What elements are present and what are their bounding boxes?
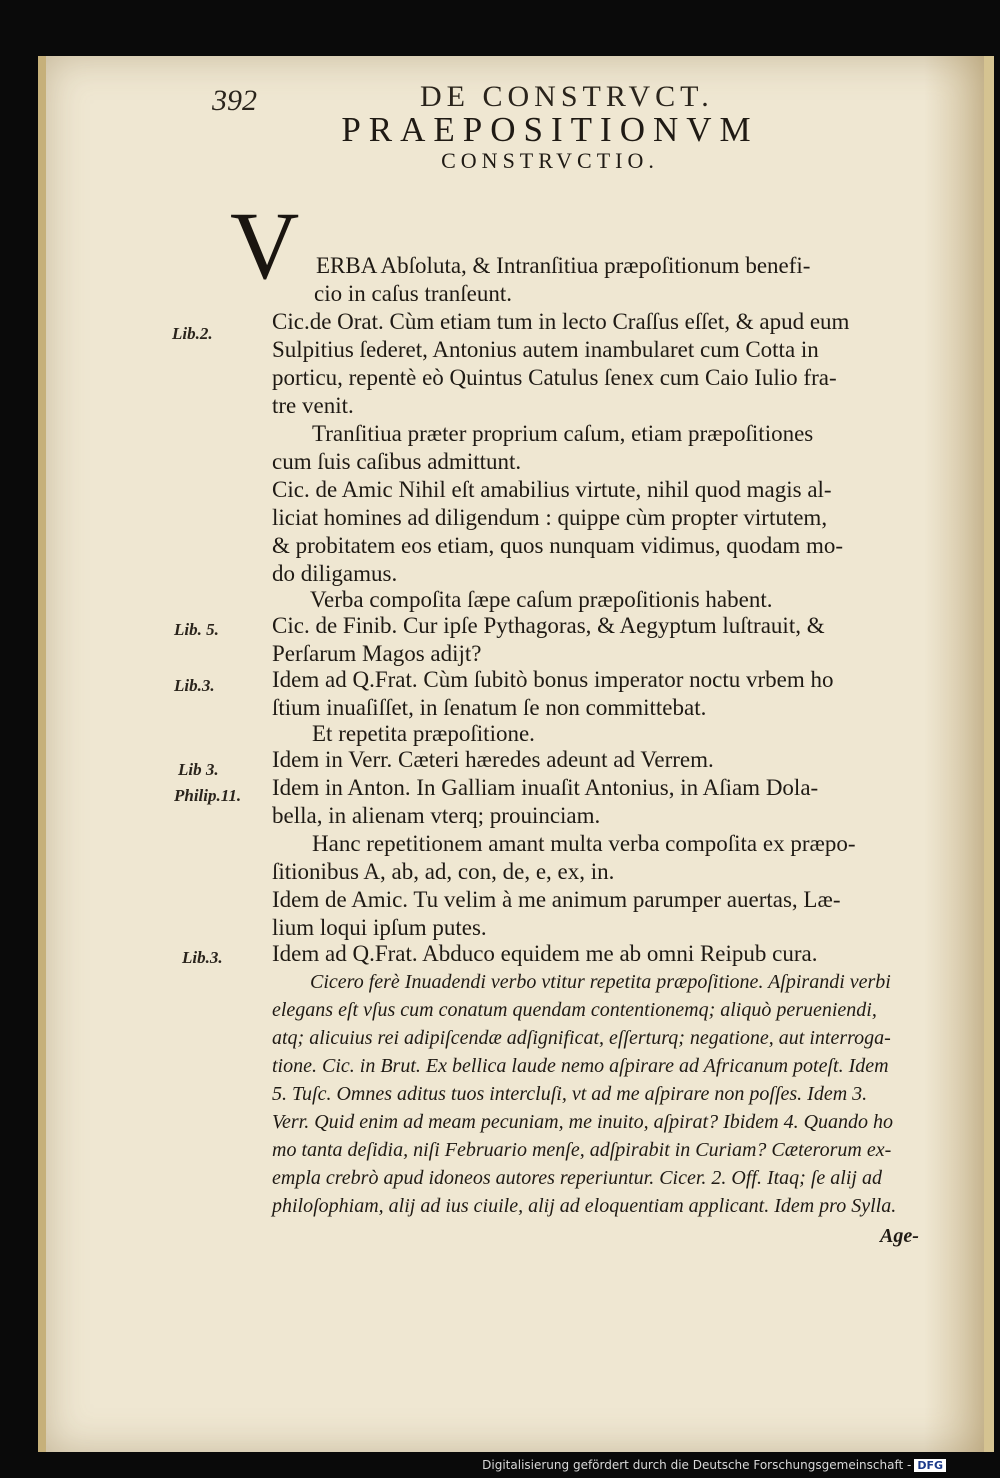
text-line: Tranſitiua præter proprium caſum, etiam præpoſitiones [312, 421, 814, 446]
text-line: porticu, repentè eò Quintus Catulus ſenex cum Caio Iulio fra- [272, 365, 837, 390]
text-line: & probitatem eos etiam, quos nunquam vidimus, quodam mo- [272, 533, 844, 558]
text-line: Idem in Anton. In Galliam inuaſit Antonius, in Aſiam Dola- [272, 775, 819, 800]
digitization-footer [482, 1458, 946, 1472]
text-line: tre venit. [272, 393, 354, 418]
dfg-logo: DFG [914, 1459, 946, 1472]
italic-line: Verr. Quid enim ad meam pecuniam, me inuito, aſpirat? Ibidem 4. Quando ho [272, 1111, 894, 1133]
page-number: 392 [212, 84, 257, 117]
text-line: Sulpitius ſederet, Antonius autem inambularet cum Cotta in [272, 337, 819, 362]
italic-line: Cicero ferè Inuadendi verbo vtitur repetita præpoſitione. Aſpirandi verbi [310, 971, 891, 993]
text-line: Idem ad Q.Frat. Abduco equidem me ab omni Reipub cura. [272, 941, 818, 966]
margin-note: Lib. 5. [174, 620, 219, 639]
text-line: bella, in alienam vterq; prouinciam. [272, 803, 601, 828]
text-line: Cic.de Orat. Cùm etiam tum in lecto Craſſus eſſet, & apud eum [272, 309, 850, 334]
running-head: DE CONSTRVCT. [420, 80, 714, 113]
text-line: cum ſuis caſibus admittunt. [272, 449, 522, 474]
text-line: Verba compoſita ſæpe caſum præpoſitionis habent. [310, 587, 773, 612]
text-line: Cic. de Finib. Cur ipſe Pythagoras, & Aegyptum luſtrauit, & [272, 613, 825, 638]
italic-line: elegans eſt vſus cum conatum quendam contentionemq; aliquò perueniendi, [272, 999, 877, 1021]
text-line: Perſarum Magos adijt? [272, 641, 482, 666]
margin-note: Lib 3. [178, 760, 219, 779]
text-line: ſtium inuaſiſſet, in ſenatum ſe non committebat. [272, 695, 707, 720]
text-line: Idem de Amic. Tu velim à me animum parumper auertas, Læ- [272, 887, 841, 912]
text-line: Idem in Verr. Cæteri hæredes adeunt ad Verrem. [272, 747, 714, 772]
catchword: Age- [880, 1225, 919, 1247]
text-line: ſitionibus A, ab, ad, con, de, e, ex, in. [272, 859, 615, 884]
margin-note: Lib.2. [172, 324, 213, 343]
text-line: Idem ad Q.Frat. Cùm ſubitò bonus imperator noctu vrbem ho [272, 667, 834, 692]
text-line: liciat homines ad diligendum : quippe cùm propter virtutem, [272, 505, 828, 530]
section-subtitle: CONSTRVCTIO. [441, 148, 659, 173]
text-line: ERBA Abſoluta, & Intranſitiua præpoſitionum benefi- [316, 253, 811, 278]
margin-note: Philip.11. [174, 786, 242, 805]
margin-note: Lib.3. [182, 948, 223, 967]
text-line: Hanc repetitionem amant multa verba compoſita ex præpo- [312, 831, 856, 856]
margin-note: Lib.3. [174, 676, 215, 695]
italic-line: tione. Cic. in Brut. Ex bellica laude nemo aſpirare ad Africanum poteſt. Idem [272, 1055, 889, 1077]
text-line: Cic. de Amic Nihil eſt amabilius virtute, nihil quod magis al- [272, 477, 832, 502]
text-line: cio in caſus tranſeunt. [314, 281, 512, 306]
drop-cap: V [230, 192, 300, 299]
text-line: do diligamus. [272, 561, 398, 586]
italic-line: atq; alicuius rei adipiſcendæ adſignificat, eſſerturq; negatione, aut interroga- [272, 1027, 891, 1049]
italic-line: 5. Tuſc. Omnes aditus tuos intercluſi, vt ad me aſpirare non poſſes. Idem 3. [272, 1083, 868, 1105]
italic-line: mo tanta deſidia, niſi Februario menſe, adſpirabit in Curiam? Cæterorum ex- [272, 1139, 892, 1161]
italic-line: philoſophiam, alij ad ius ciuile, alij ad eloquentiam applicant. Idem pro Sylla. [272, 1195, 897, 1217]
page-edge-stain [924, 56, 984, 1452]
text-line: lium loqui ipſum putes. [272, 915, 487, 940]
footer-text: Digitalisierung gefördert durch die Deutsche Forschungsgemeinschaft - [482, 1458, 912, 1472]
italic-line: empla crebrò apud idoneos autores reperiuntur. Cicer. 2. Off. Itaq; ſe alij ad [272, 1167, 882, 1189]
text-line: Et repetita præpoſitione. [312, 721, 535, 746]
section-title: PRAEPOSITIONVM [341, 110, 759, 149]
